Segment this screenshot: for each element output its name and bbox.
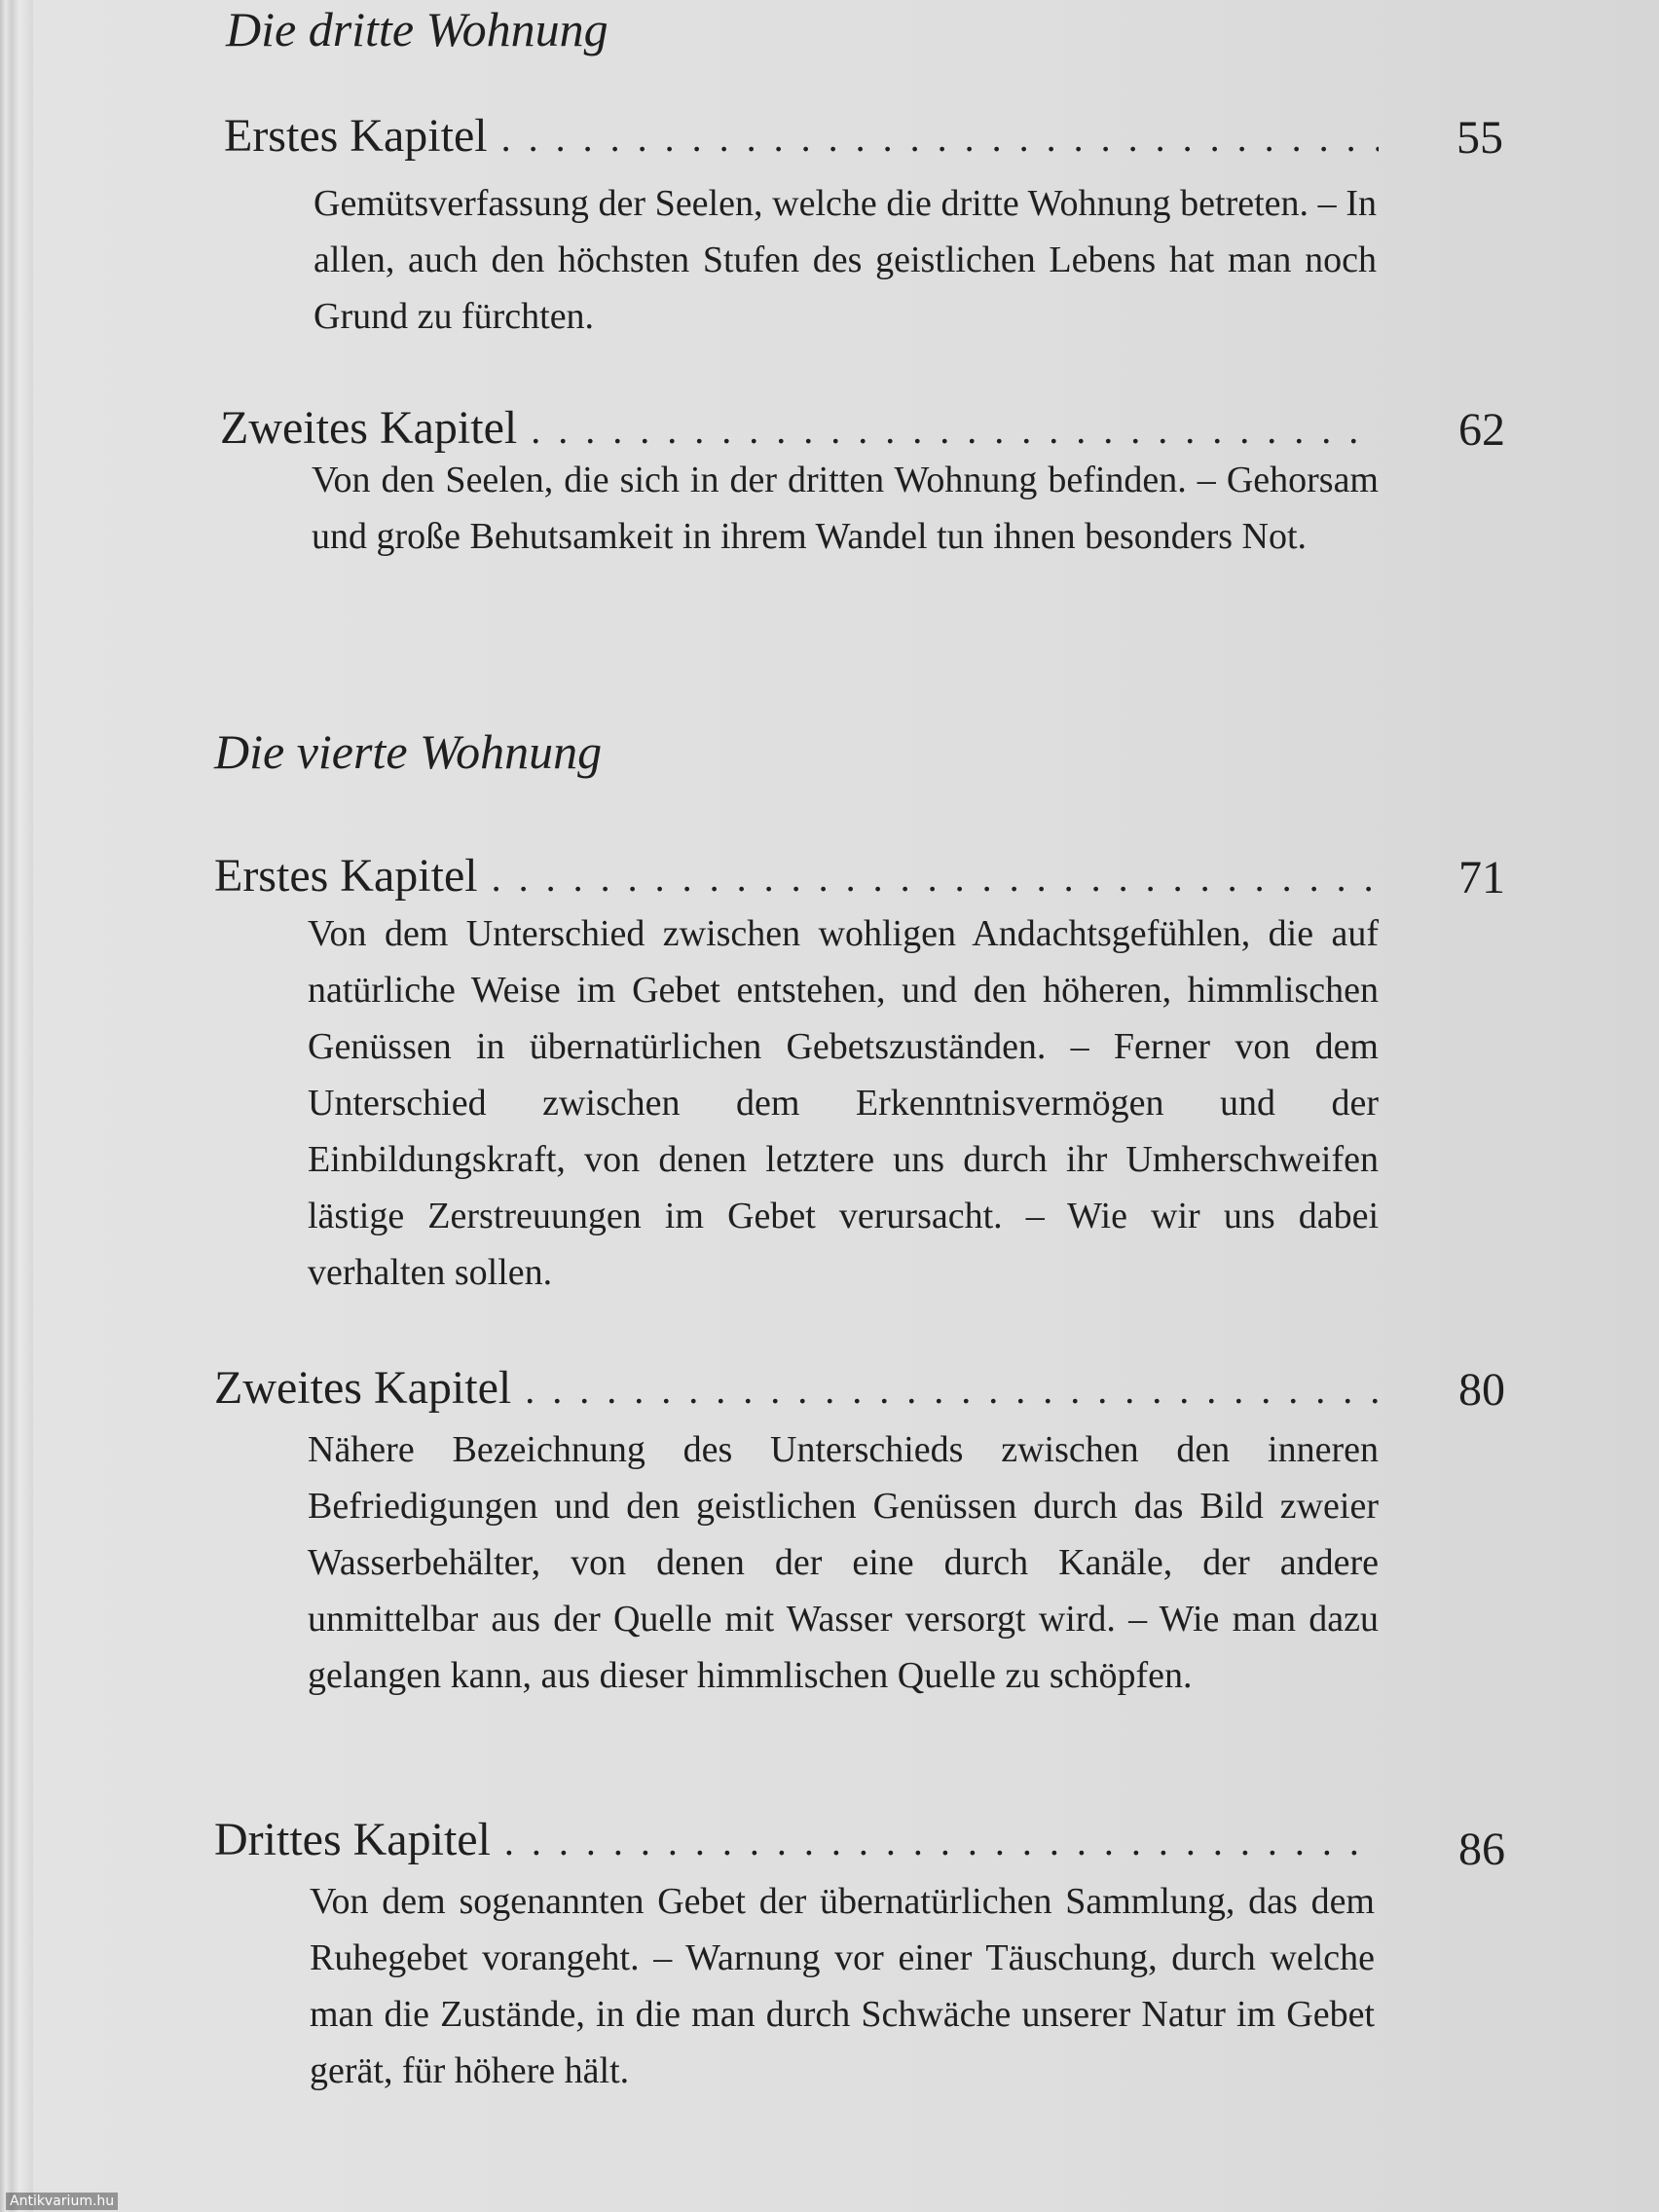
chapter-summary: Gemütsverfassung der Seelen, welche die dritte Wohnung betreten. – In allen, auch den höchsten Stufen des geistlichen Lebens hat man noch Grund zu fürchten. (313, 183, 1377, 337)
chapter-title: Zweites Kapitel (220, 402, 518, 454)
section-title: Die dritte Wohnung (226, 2, 608, 56)
toc-entry-heading (214, 849, 1379, 907)
page-number: 62 (1458, 404, 1505, 456)
toc-entry-heading (214, 1813, 1379, 1871)
dot-leader (491, 1819, 1379, 1864)
chapter-title: Drittes Kapitel (214, 1814, 491, 1865)
chapter-summary: Nähere Bezeichnung des Unterschieds zwischen den inneren Befriedigungen und den geistlichen Genüssen durch das Bild zweier Wasserbehälter, von denen der eine durch Kanäle, der andere unmittelbar aus der Quelle mit Wasser versorgt wird. – Wie man dazu gelangen kann, aus dieser himmlischen Quelle zu schöpfen. (308, 1429, 1379, 1696)
dot-leader (517, 407, 1379, 453)
chapter-title: Zweites Kapitel (214, 1362, 512, 1414)
page-number: 71 (1458, 852, 1505, 903)
dot-leader (488, 115, 1379, 161)
section-title: Die vierte Wohnung (214, 724, 603, 779)
page-number: 86 (1458, 1824, 1505, 1875)
chapter-summary: Von dem Unterschied zwischen wohligen Andachtsgefühlen, die auf natürliche Weise im Gebet entstehen, und den höheren, himmlischen Genüssen in übernatürlichen Gebetszuständen. – Ferner von dem Unterschied zwischen dem Erkenntnisvermögen und der Einbildungskraft, von denen letztere uns durch ihr Umherschweifen lästige Zerstreuungen im Gebet verursacht. – Wie wir uns dabei verhalten sollen. (308, 913, 1379, 1293)
toc-entry-heading (214, 1361, 1379, 1419)
toc-entry-heading (224, 109, 1379, 167)
chapter-title: Erstes Kapitel (214, 850, 478, 902)
dot-leader (511, 1367, 1379, 1413)
dot-leader (478, 855, 1379, 901)
chapter-summary: Von dem sogenannten Gebet der übernatürlichen Sammlung, das dem Ruhegebet vorangeht. – Warnung vor einer Täuschung, durch welche man die Zustände, in die man durch Schwäche unserer Natur im Gebet gerät, für höhere hält. (310, 1881, 1375, 2091)
page-number: 55 (1456, 112, 1503, 164)
toc-entry-heading (220, 401, 1379, 460)
chapter-title: Erstes Kapitel (224, 110, 488, 162)
chapter-summary: Von den Seelen, die sich in der dritten Wohnung befinden. – Gehorsam und große Behutsamkeit in ihrem Wandel tun ihnen besonders Not. (312, 460, 1379, 557)
watermark: Antikvarium.hu (6, 2193, 118, 2210)
page-number: 80 (1458, 1364, 1505, 1416)
page-binding-edge (0, 0, 33, 2212)
